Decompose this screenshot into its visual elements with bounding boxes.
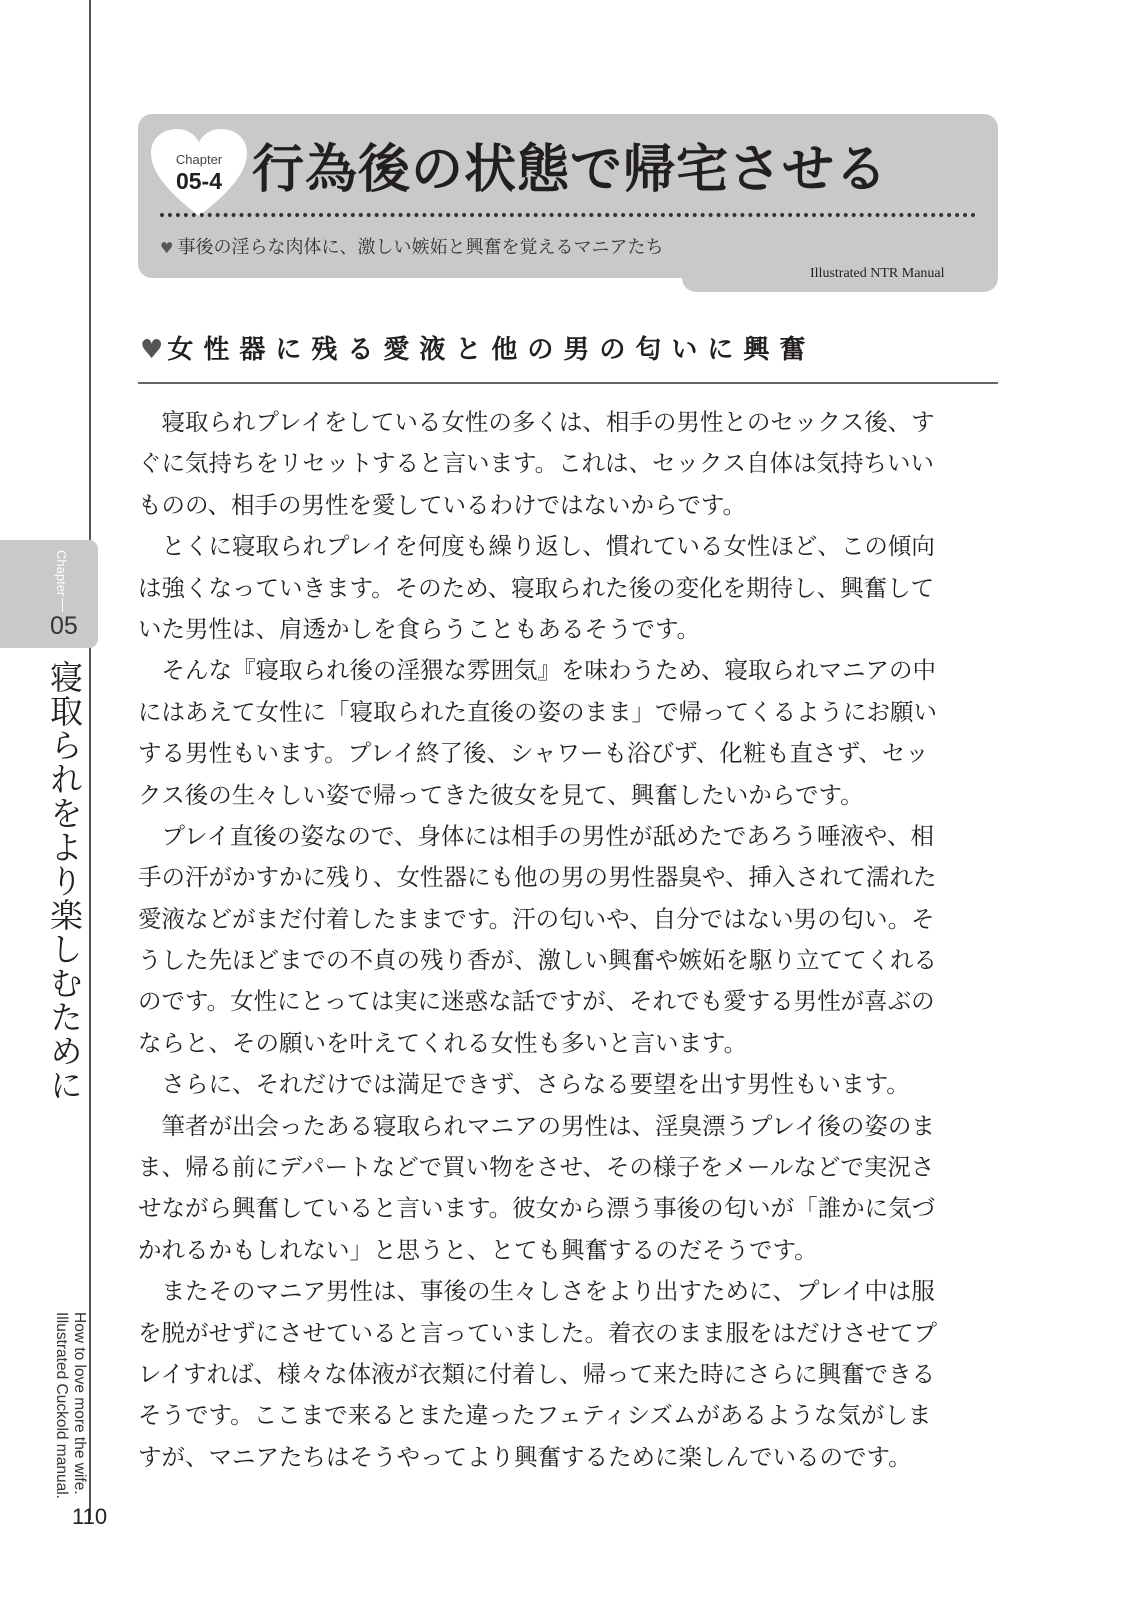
- body-line: すが、マニアたちはそうやってより興奮するために楽しんでいるのです。: [138, 1442, 912, 1471]
- body-line: 手の汗がかすかに残り、女性器にも他の男の男性器臭や、挿入されて濡れた: [138, 863, 937, 892]
- page-title: 行為後の状態で帰宅させる: [252, 140, 889, 200]
- body-line: のです。女性にとっては実に迷惑な話ですが、それでも愛する男性が喜ぶの: [138, 987, 935, 1016]
- body-line: ま、帰る前にデパートなどで買い物をさせ、その様子をメールなどで実況さ: [138, 1153, 935, 1182]
- title-dotted-divider: [160, 213, 976, 217]
- body-line: そうです。ここまで来るとまた違ったフェティシズムがあるような気がしま: [138, 1401, 932, 1430]
- side-english-caption: [44, 1312, 88, 1499]
- body-line: うした先ほどまでの不貞の残り香が、激しい興奮や嫉妬を駆り立ててくれる: [138, 946, 937, 975]
- chapter-tab-divider: [62, 598, 63, 612]
- body-line: ならと、その願いを叶えてくれる女性も多いと言います。: [138, 1028, 748, 1057]
- section-heading-text: 女性器に残る愛液と他の男の匂いに興奮: [167, 335, 816, 365]
- chapter-badge-number: 05-4: [175, 168, 223, 194]
- body-line: レイすれば、様々な体液が衣類に付着し、帰って来た時にさらに興奮できる: [138, 1359, 936, 1388]
- body-line: せながら興奮していると言います。彼女から漂う事後の匂いが「誰かに気づ: [138, 1194, 936, 1223]
- body-line: いた男性は、肩透かしを食らうこともあるそうです。: [138, 614, 701, 643]
- page-number: 110: [72, 1504, 108, 1529]
- body-line: ものの、相手の男性を愛しているわけではないからです。: [138, 490, 746, 519]
- body-line: する男性もいます。プレイ終了後、シャワーも浴びず、化粧も直さず、セッ: [138, 739, 929, 768]
- section-heading: [140, 334, 815, 366]
- body-line: ぐに気持ちをリセットすると言います。これは、セックス自体は気持ちいい: [138, 449, 934, 478]
- page-subtitle: [160, 236, 663, 260]
- body-line: プレイ直後の姿なので、身体には相手の男性が舐めたであろう唾液や、相: [138, 821, 934, 850]
- manual-label: Illustrated NTR Manual: [810, 266, 945, 281]
- chapter-tab-number: 05: [50, 612, 78, 640]
- body-line: またそのマニア男性は、事後の生々しさをより出すために、プレイ中は服: [138, 1277, 935, 1306]
- section-rule: [138, 382, 998, 384]
- body-line: 筆者が出会ったある寝取られマニアの男性は、淫臭漂うプレイ後の姿のま: [138, 1111, 935, 1140]
- body-line: とくに寝取られプレイを何度も繰り返し、慣れている女性ほど、この傾向: [138, 532, 935, 561]
- chapter-badge-label: Chapter: [175, 152, 223, 167]
- body-line: かれるかもしれない」と思うと、とても興奮するのだそうです。: [138, 1235, 818, 1264]
- body-line: クス後の生々しい姿で帰ってきた彼女を見て、興奮したいからです。: [138, 780, 864, 809]
- body-line: 愛液などがまだ付着したままです。汗の匂いや、自分ではない男の匂い。そ: [138, 904, 935, 933]
- body-line: は強くなっていきます。そのため、寝取られた後の変化を期待し、興奮して: [138, 573, 935, 602]
- chapter-tab-label: Chapter: [54, 550, 69, 597]
- heart-icon: ♥: [140, 335, 164, 365]
- chapter-vertical-title: 寝取られをより楽しむために: [45, 660, 84, 1102]
- body-line: そんな『寝取られ後の淫猥な雰囲気』を味わうため、寝取られマニアの中: [138, 656, 937, 685]
- body-line: を脱がせずにさせていると言っていました。着衣のまま服をはだけさせてプ: [138, 1318, 937, 1347]
- side-english-line-2: Illustrated Cuckold manual.: [53, 1312, 70, 1499]
- side-english-line-1: How to love more the wife.: [71, 1312, 88, 1495]
- chapter-tab: [0, 540, 98, 648]
- page-subtitle-text: 事後の淫らな肉体に、激しい嫉妬と興奮を覚えるマニアたち: [177, 237, 664, 258]
- chapter-heart-badge: [150, 128, 248, 218]
- heart-icon: ♥: [160, 239, 174, 257]
- body-line: にはあえて女性に「寝取られた直後の姿のまま」で帰ってくるようにお願い: [138, 697, 937, 726]
- body-line: さらに、それだけでは満足できず、さらなる要望を出す男性もいます。: [138, 1070, 910, 1099]
- body-line: 寝取られプレイをしている女性の多くは、相手の男性とのセックス後、す: [138, 408, 935, 436]
- body-text: [138, 402, 998, 1478]
- left-margin-rule: [89, 0, 91, 1520]
